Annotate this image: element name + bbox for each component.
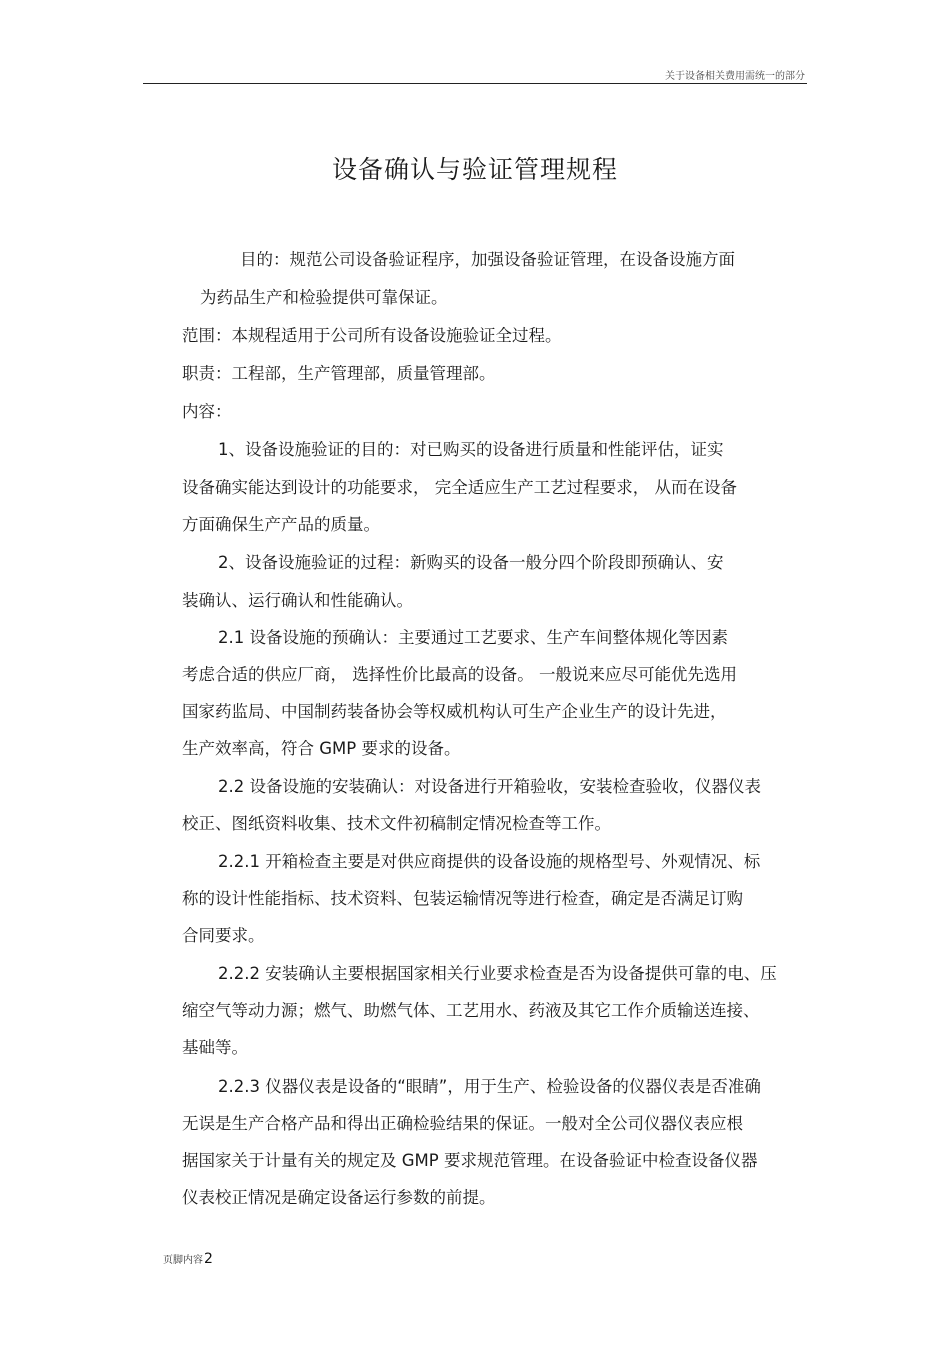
scope-line: 范围：本规程适用于公司所有设备设施验证全过程。 [182,326,562,345]
section-2-2-3-line-2: 无误是生产合格产品和得出正确检验结果的保证。一般对全公司仪器仪表应根 [182,1114,743,1133]
footer-label: 页脚内容 [163,1255,203,1266]
section-2-2-3-line-4: 仪表校正情况是确定设备运行参数的前提。 [182,1188,496,1207]
section-2-1-line-3: 国家药监局、中国制药装备协会等权威机构认可生产企业生产的设计先进， [182,702,727,721]
page-number: 2 [204,1251,213,1267]
content-heading: 内容： [182,402,232,421]
purpose-line-2: 为药品生产和检验提供可靠保证。 [200,288,448,307]
section-2-2-3-line-1: 2.2.3 仪器仪表是设备的“眼睛”，用于生产、检验设备的仪器仪表是否准确 [218,1077,761,1096]
section-2-line-2: 装确认、运行确认和性能确认。 [182,591,413,610]
responsibility-line: 职责：工程部，生产管理部，质量管理部。 [182,364,496,383]
section-2-2-line-2: 校正、图纸资料收集、技术文件初稿制定情况检查等工作。 [182,814,611,833]
running-header: 关于设备相关费用需统一的部分 [665,71,805,82]
section-2-line-1: 2、设备设施验证的过程：新购买的设备一般分四个阶段即预确认、安 [218,553,724,572]
purpose-line-1: 目的：规范公司设备验证程序，加强设备验证管理，在设备设施方面 [240,250,735,269]
section-2-2-3-line-3: 据国家关于计量有关的规定及 GMP 要求规范管理。在设备验证中检查设备仪器 [182,1151,758,1170]
page-footer [163,1248,213,1267]
section-1-line-1: 1、设备设施验证的目的：对已购买的设备进行质量和性能评估，证实 [218,440,724,459]
section-2-2-2-line-2: 缩空气等动力源；燃气、助燃气体、工艺用水、药液及其它工作介质输送连接、 [182,1001,760,1020]
section-2-2-1-line-3: 合同要求。 [182,926,265,945]
section-1-line-3: 方面确保生产产品的质量。 [182,515,380,534]
section-2-2-1-line-2: 称的设计性能指标、技术资料、包装运输情况等进行检查，确定是否满足订购 [182,889,743,908]
section-2-2-2-line-3: 基础等。 [182,1038,248,1057]
section-2-1-line-1: 2.1 设备设施的预确认：主要通过工艺要求、生产车间整体规化等因素 [218,628,728,647]
section-2-1-line-2: 考虑合适的供应厂商， 选择性价比最高的设备。 一般说来应尽可能优先选用 [182,665,737,684]
document-title: 设备确认与验证管理规程 [331,155,618,184]
section-2-2-line-1: 2.2 设备设施的安装确认：对设备进行开箱验收，安装检查验收，仪器仪表 [218,777,761,796]
section-2-1-line-4: 生产效率高，符合 GMP 要求的设备。 [182,739,461,758]
section-2-2-2-line-1: 2.2.2 安装确认主要根据国家相关行业要求检查是否为设备提供可靠的电、压 [218,964,777,983]
section-1-line-2: 设备确实能达到设计的功能要求， 完全适应生产工艺过程要求， 从而在设备 [182,478,737,497]
header-divider [143,83,807,84]
section-2-2-1-line-1: 2.2.1 开箱检查主要是对供应商提供的设备设施的规格型号、外观情况、标 [218,852,761,871]
